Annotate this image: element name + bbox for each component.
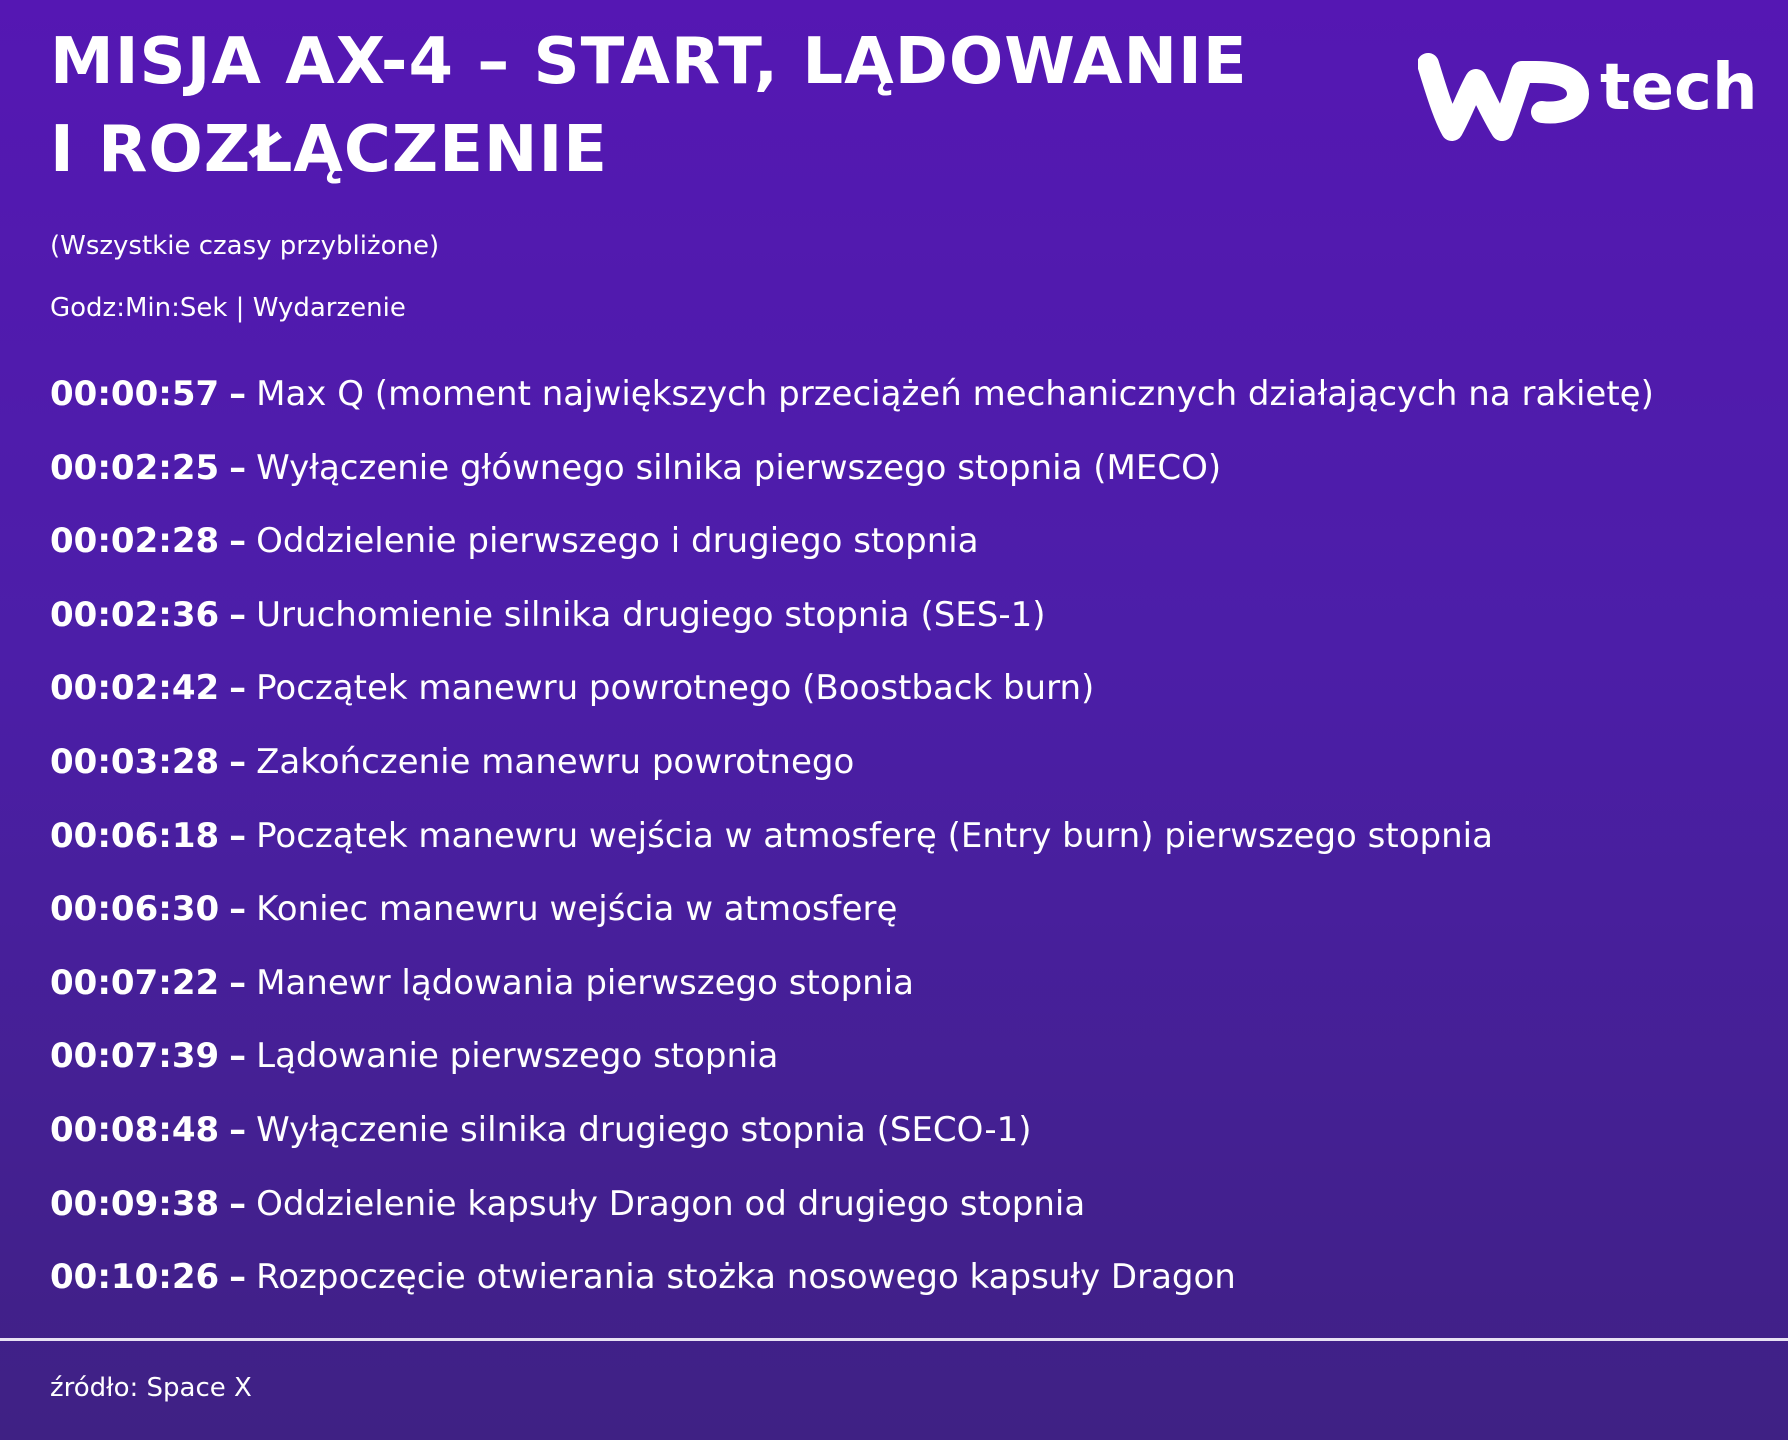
event-item: [50, 1176, 1770, 1250]
event-time: 00:02:42: [50, 668, 220, 709]
event-dash: –: [229, 889, 247, 930]
event-label: Manewr lądowania pierwszego stopnia: [256, 962, 914, 1003]
event-time: 00:10:26: [50, 1257, 220, 1298]
logo-text: tech: [1600, 51, 1758, 125]
event-dash: –: [229, 1109, 247, 1150]
event-item: [50, 660, 1770, 734]
column-header: Godz:Min:Sek | Wydarzenie: [50, 293, 406, 323]
event-item: [50, 1028, 1770, 1102]
event-item: [50, 881, 1770, 955]
event-item: [50, 1102, 1770, 1176]
event-label: Początek manewru powrotnego (Boostback burn): [256, 668, 1095, 709]
event-time: 00:02:25: [50, 447, 220, 488]
title-line-2: I ROZŁĄCZENIE: [50, 113, 608, 187]
event-item: [50, 808, 1770, 882]
event-label: Max Q (moment największych przeciążeń mechanicznych działających na rakietę): [256, 374, 1654, 414]
event-item: [50, 513, 1770, 587]
event-dash: –: [229, 1036, 247, 1077]
event-label: Lądowanie pierwszego stopnia: [256, 1036, 779, 1077]
wp-logo-icon: [1418, 50, 1590, 142]
event-dash: –: [229, 521, 247, 562]
title-line-1: MISJA AX-4 – START, LĄDOWANIE: [50, 25, 1248, 99]
event-item: [50, 440, 1770, 514]
event-label: Koniec manewru wejścia w atmosferę: [256, 889, 898, 930]
event-time: 00:02:36: [50, 594, 220, 635]
event-dash: –: [229, 447, 247, 488]
event-label: Oddzielenie pierwszego i drugiego stopnia: [256, 521, 979, 562]
wp-tech-logo: [1418, 44, 1758, 156]
event-time: 00:07:22: [50, 962, 220, 1003]
event-dash: –: [229, 668, 247, 709]
page-title: [50, 18, 1250, 194]
event-item: [50, 734, 1770, 808]
event-label: Wyłączenie silnika drugiego stopnia (SECO-1): [256, 1109, 1032, 1150]
event-dash: –: [229, 962, 247, 1003]
event-dash: –: [229, 594, 247, 635]
event-time: 00:02:28: [50, 521, 220, 562]
event-item: [50, 587, 1770, 661]
event-label: Rozpoczęcie otwierania stożka nosowego kapsuły Dragon: [256, 1257, 1236, 1298]
event-time: 00:07:39: [50, 1036, 220, 1077]
event-item: [50, 1249, 1770, 1323]
event-label: Wyłączenie głównego silnika pierwszego stopnia (MECO): [256, 447, 1222, 488]
divider: [0, 1338, 1788, 1341]
event-time: 00:06:30: [50, 889, 220, 930]
event-label: Początek manewru wejścia w atmosferę (Entry burn) pierwszego stopnia: [256, 815, 1493, 856]
event-dash: –: [229, 741, 247, 782]
event-time: 00:06:18: [50, 815, 220, 856]
event-item: [50, 366, 1770, 440]
event-dash: –: [229, 374, 247, 414]
event-item: [50, 955, 1770, 1029]
event-label: Uruchomienie silnika drugiego stopnia (SES-1): [256, 594, 1046, 635]
event-dash: –: [229, 1183, 247, 1224]
event-label: Zakończenie manewru powrotnego: [256, 741, 855, 782]
approximate-times-note: (Wszystkie czasy przybliżone): [50, 231, 440, 261]
event-dash: –: [229, 815, 247, 856]
event-list: [50, 366, 1770, 1323]
event-time: 00:03:28: [50, 741, 220, 782]
event-time: 00:09:38: [50, 1183, 220, 1224]
event-dash: –: [229, 1257, 247, 1298]
event-time: 00:00:57: [50, 374, 220, 414]
event-time: 00:08:48: [50, 1109, 220, 1150]
event-label: Oddzielenie kapsuły Dragon od drugiego stopnia: [256, 1183, 1086, 1224]
source-credit: źródło: Space X: [50, 1373, 252, 1403]
